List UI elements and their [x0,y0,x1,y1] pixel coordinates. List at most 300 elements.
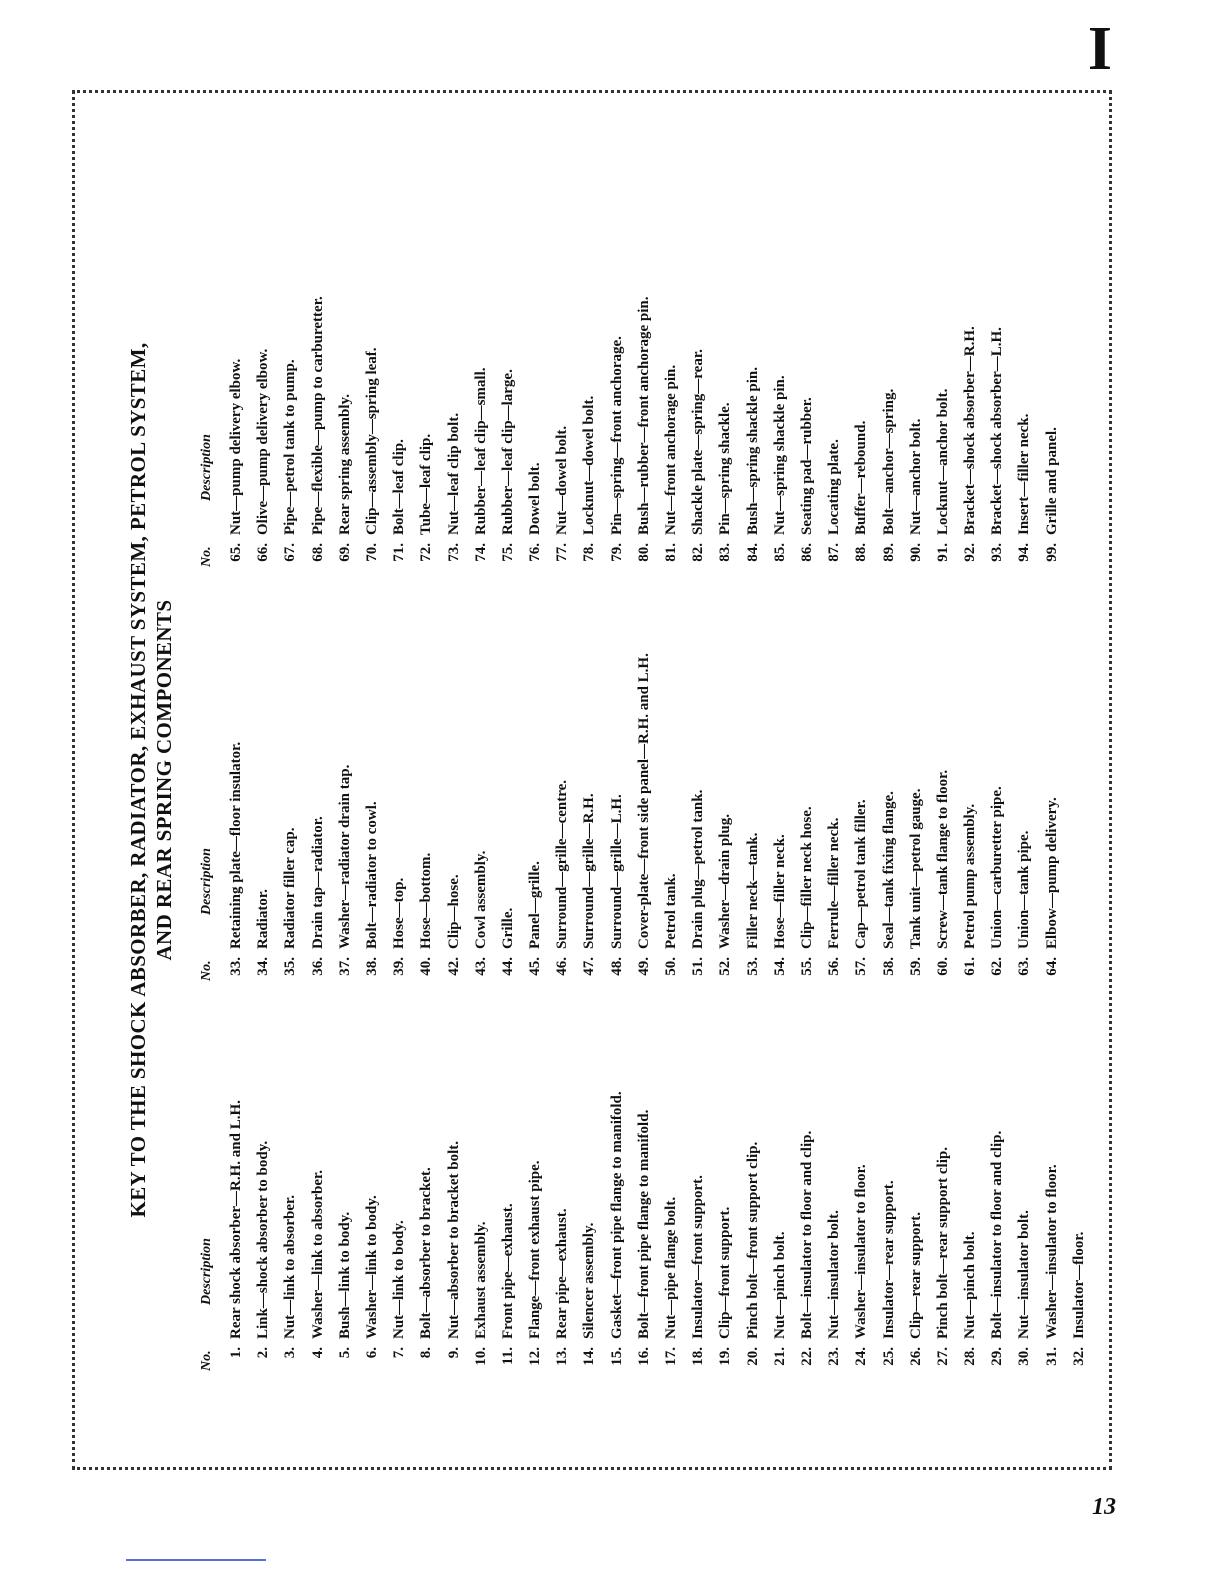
key-row [549,296,576,567]
item-number: 4. [309,1347,326,1359]
item-description: Retaining plate—floor insulator. [228,741,244,949]
item-number: 92. [962,543,979,562]
item-description: Nut—pipe flange bolt. [663,1196,679,1339]
key-row [848,296,875,567]
key-row [848,1091,875,1371]
key-row [821,653,848,981]
key-row [685,1091,712,1371]
key-column [199,1091,1093,1371]
key-row [984,296,1011,567]
item-description: Rubber—leaf clip—large. [499,369,516,535]
item-number: 20. [744,1347,761,1366]
item-description: Tube—leaf clip. [418,433,435,535]
item-description: Nut—pump delivery elbow. [228,358,244,535]
item-number: 68. [309,543,326,562]
key-row [277,653,304,981]
item-number: 42. [445,957,462,976]
item-number: 24. [853,1347,870,1366]
key-row [468,296,495,567]
item-number: 82. [690,543,707,562]
item-number: 10. [472,1347,489,1366]
key-row [332,1091,359,1371]
item-number: 88. [853,543,870,562]
no-header: No. [199,960,214,981]
item-number: 11. [499,1347,516,1365]
item-number: 83. [717,543,734,562]
item-description: Pinch bolt—rear support clip. [934,1147,951,1339]
key-row [957,296,984,567]
item-number: 40. [418,957,435,976]
item-description: Elbow—pump delivery. [1043,797,1060,949]
key-row [1039,653,1066,981]
item-description: Exhaust assembly. [472,1221,489,1339]
item-description: Nut—absorber to bracket bolt. [445,1140,462,1339]
key-title [125,93,177,1467]
key-row [386,296,413,567]
key-row [522,296,549,567]
key-row [468,653,495,981]
item-number: 3. [282,1347,299,1359]
key-row [984,653,1011,981]
item-description: Hose—top. [391,877,408,949]
description-header: Description [199,1238,214,1305]
rotated-key-content [75,93,1109,1467]
key-row [495,653,522,981]
item-number: 67. [282,543,299,562]
no-header: No. [199,546,214,567]
item-description: Front pipe—exhaust. [499,1203,516,1339]
item-number: 53. [744,957,761,976]
key-row [305,296,332,567]
item-description: Nut—dowel bolt. [554,425,571,535]
key-row [495,1091,522,1371]
item-number: 91. [934,543,951,562]
key-row [821,296,848,567]
key-row [549,1091,576,1371]
key-row [712,653,739,981]
item-description: Drain tap—radiator. [309,816,326,949]
item-number: 56. [826,957,843,976]
item-number: 35. [282,957,299,976]
item-number: 48. [608,957,625,976]
item-description: Nut—link to absorber. [282,1194,299,1339]
item-description: Pipe—petrol tank to pump. [282,359,299,535]
item-description: Rear pipe—exhaust. [554,1208,571,1339]
key-row [631,653,658,981]
key-frame [72,90,1112,1470]
item-number: 28. [962,1347,979,1366]
item-description: Rear spring assembly. [336,394,353,535]
item-description: Washer—radiator drain tap. [336,764,353,949]
item-description: Bush—rubber—front anchorage pin. [635,296,652,535]
key-row [604,1091,631,1371]
item-description: Link—shock absorber to body. [255,1140,272,1339]
key-row [631,296,658,567]
item-description: Bolt—leaf clip. [391,439,408,535]
key-row [413,1091,440,1371]
item-number: 16. [635,1347,652,1366]
item-number: 85. [771,543,788,562]
key-row [658,1091,685,1371]
item-description: Insulator—rear support. [880,1180,897,1339]
key-row [767,1091,794,1371]
key-row [767,296,794,567]
key-row [1066,1091,1093,1371]
key-row [332,296,359,567]
item-number: 23. [826,1347,843,1366]
item-description: Tank unit—petrol gauge. [907,788,924,949]
key-row [359,653,386,981]
item-description: Pipe—flexible—pump to carburetter. [309,296,326,535]
item-number: 22. [798,1347,815,1366]
key-row [930,653,957,981]
item-description: Petrol tank. [663,873,679,949]
item-number: 2. [255,1347,272,1359]
item-number: 99. [1043,543,1060,562]
item-description: Ferrule—filler neck. [826,817,843,949]
key-column [199,653,1066,981]
key-row [223,653,250,981]
item-number: 72. [418,543,435,562]
key-row [712,296,739,567]
item-number: 66. [255,543,272,562]
item-number: 34. [255,957,272,976]
item-description: Union—tank pipe. [1016,830,1033,949]
item-number: 15. [608,1347,625,1366]
item-description: Bolt—insulator to floor and clip. [989,1130,1006,1339]
item-number: 94. [1016,543,1033,562]
item-number: 64. [1043,957,1060,976]
item-description: Pinch bolt—front support clip. [744,1141,761,1339]
item-description: Washer—link to body. [363,1195,380,1339]
key-row [821,1091,848,1371]
item-description: Grille. [499,907,516,949]
item-number: 19. [717,1347,734,1366]
item-description: Nut—link to body. [391,1220,408,1339]
title-line-1: KEY TO THE SHOCK ABSORBER, RADIATOR, EXHAUST SYSTEM, PETROL SYSTEM, [126,342,150,1218]
item-number: 43. [472,957,489,976]
item-description: Washer—insulator to floor. [1043,1164,1060,1339]
key-row [876,296,903,567]
key-row [277,1091,304,1371]
item-description: Nut—leaf clip bolt. [445,412,462,535]
item-description: Locknut—anchor bolt. [934,388,951,535]
item-number: 59. [907,957,924,976]
key-row [631,1091,658,1371]
item-number: 38. [363,957,380,976]
item-description: Buffer—rebound. [853,420,870,535]
item-description: Dowel bolt. [527,462,544,535]
footer-rule [126,1559,266,1561]
item-description: Olive—pump delivery elbow. [255,348,272,535]
key-row [223,296,250,567]
item-description: Radiator filler cap. [282,827,299,949]
key-row [386,1091,413,1371]
item-number: 87. [826,543,843,562]
item-description: Seal—tank fixing flange. [880,791,897,949]
item-description: Grille and panel. [1043,427,1060,535]
item-number: 74. [472,543,489,562]
item-number: 52. [717,957,734,976]
item-number: 90. [907,543,924,562]
item-number: 58. [880,957,897,976]
item-number: 18. [690,1347,707,1366]
item-description: Pin—spring—front anchorage. [608,336,625,535]
item-description: Silencer assembly. [581,1222,598,1339]
item-number: 78. [581,543,598,562]
item-description: Insert—filler neck. [1016,413,1033,535]
key-row [250,296,277,567]
column-header [199,653,223,981]
key-row [658,653,685,981]
item-number: 65. [228,543,244,562]
item-description: Drain plug—petrol tank. [690,789,707,949]
item-description: Surround—grille—R.H. [581,793,598,949]
key-row [1011,653,1038,981]
item-number: 60. [934,957,951,976]
item-description: Rear shock absorber—R.H. and L.H. [228,1100,244,1339]
key-row [1039,1091,1066,1371]
key-row [930,296,957,567]
key-row [984,1091,1011,1371]
page-number: 13 [1092,1494,1116,1520]
key-row [250,653,277,981]
item-number: 89. [880,543,897,562]
key-row [441,296,468,567]
key-row [1011,296,1038,567]
item-description: Nut—pinch bolt. [771,1231,788,1339]
item-number: 55. [798,957,815,976]
item-description: Nut—insulator bolt. [826,1210,843,1339]
item-number: 46. [554,957,571,976]
item-description: Bolt—radiator to cowl. [363,801,380,949]
item-number: 9. [445,1347,462,1359]
item-number: 47. [581,957,598,976]
item-number: 45. [527,957,544,976]
item-number: 14. [581,1347,598,1366]
key-row [685,296,712,567]
key-row [305,653,332,981]
item-description: Radiator. [255,889,272,949]
key-row [576,1091,603,1371]
key-row [413,653,440,981]
item-description: Hose—filler neck. [771,834,788,949]
key-row [740,1091,767,1371]
key-row [712,1091,739,1371]
key-row [876,653,903,981]
item-description: Surround—grille—centre. [554,779,571,949]
item-number: 31. [1043,1347,1060,1366]
key-row [522,1091,549,1371]
key-row [794,1091,821,1371]
item-number: 63. [1016,957,1033,976]
item-description: Washer—link to absorber. [309,1169,326,1339]
item-description: Nut—anchor bolt. [907,418,924,535]
key-row [305,1091,332,1371]
item-number: 80. [635,543,652,562]
item-description: Seating pad—rubber. [798,397,815,535]
item-description: Clip—rear support. [907,1212,924,1339]
column-header [199,296,223,567]
key-row [468,1091,495,1371]
item-number: 76. [527,543,544,562]
key-row [386,653,413,981]
item-description: Bracket—shock absorber—R.H. [962,326,979,535]
item-description: Bolt—insulator to floor and clip. [798,1130,815,1339]
key-row [441,653,468,981]
item-description: Nut—insulator bolt. [1016,1210,1033,1339]
key-row [1011,1091,1038,1371]
key-row [767,653,794,981]
item-number: 12. [527,1347,544,1366]
key-row [277,296,304,567]
item-description: Flange—front exhaust pipe. [527,1160,544,1339]
key-column [199,296,1066,567]
item-description: Bolt—absorber to bracket. [418,1167,435,1339]
key-row [1039,296,1066,567]
key-row [848,653,875,981]
item-number: 44. [499,957,516,976]
item-description: Nut—pinch bolt. [962,1231,979,1339]
item-number: 32. [1070,1347,1087,1366]
item-number: 6. [363,1347,380,1359]
item-description: Washer—drain plug. [717,813,734,949]
key-row [359,1091,386,1371]
item-description: Insulator—front support. [690,1175,707,1339]
key-row [740,653,767,981]
item-number: 21. [771,1347,788,1366]
item-number: 27. [934,1347,951,1366]
key-row [604,653,631,981]
item-number: 70. [363,543,380,562]
item-number: 5. [336,1347,353,1359]
key-row [903,296,930,567]
description-header: Description [199,434,214,501]
key-row [549,653,576,981]
item-number: 30. [1016,1347,1033,1366]
item-number: 77. [554,543,571,562]
item-description: Insulator—floor. [1070,1231,1087,1339]
title-line-2: AND REAR SPRING COMPONENTS [152,599,176,961]
item-number: 51. [690,957,707,976]
item-description: Filler neck—tank. [744,832,761,949]
item-description: Clip—filler neck hose. [798,806,815,949]
item-description: Cap—petrol tank filler. [853,799,870,949]
key-row [794,653,821,981]
key-row [794,296,821,567]
item-number: 29. [989,1347,1006,1366]
item-description: Clip—assembly—spring leaf. [363,347,380,535]
item-description: Rubber—leaf clip—small. [472,367,489,535]
item-description: Clip—front support. [717,1206,734,1339]
item-number: 81. [663,543,679,562]
item-number: 69. [336,543,353,562]
description-header: Description [199,848,214,915]
item-description: Cowl assembly. [472,850,489,949]
item-number: 8. [418,1347,435,1359]
item-description: Locknut—dowel bolt. [581,395,598,535]
item-number: 71. [391,543,408,562]
item-description: Bracket—shock absorber—L.H. [989,327,1006,535]
item-description: Panel—grille. [527,861,544,949]
item-number: 49. [635,957,652,976]
item-number: 57. [853,957,870,976]
item-number: 54. [771,957,788,976]
item-number: 36. [309,957,326,976]
key-row [685,653,712,981]
key-row [903,653,930,981]
item-number: 26. [907,1347,924,1366]
key-row [576,653,603,981]
item-number: 1. [228,1347,244,1359]
item-description: Shackle plate—spring—rear. [690,349,707,535]
item-number: 61. [962,957,979,976]
item-number: 62. [989,957,1006,976]
item-number: 25. [880,1347,897,1366]
key-row [930,1091,957,1371]
item-description: Bush—link to body. [336,1211,353,1339]
item-description: Gasket—front pipe flange to manifold. [608,1091,625,1339]
item-number: 86. [798,543,815,562]
section-letter: I [1087,15,1112,83]
item-description: Hose—bottom. [418,852,435,949]
item-description: Nut—spring shackle pin. [771,375,788,535]
item-description: Cover-plate—front side panel—R.H. and L.H. [635,653,652,949]
key-row [957,653,984,981]
item-description: Bolt—front pipe flange to manifold. [635,1109,652,1339]
key-row [876,1091,903,1371]
item-description: Petrol pump assembly. [962,803,979,949]
item-number: 93. [989,543,1006,562]
item-description: Clip—hose. [445,874,462,949]
item-description: Bush—spring shackle pin. [744,367,761,535]
key-row [495,296,522,567]
key-row [359,296,386,567]
item-number: 39. [391,957,408,976]
item-number: 79. [608,543,625,562]
item-description: Washer—insulator to floor. [853,1164,870,1339]
key-row [576,296,603,567]
item-description: Locating plate. [826,439,843,535]
key-row [604,296,631,567]
key-row [250,1091,277,1371]
item-number: 50. [663,957,679,976]
no-header: No. [199,1350,214,1371]
item-number: 7. [391,1347,408,1359]
item-description: Pin—spring shackle. [717,402,734,535]
item-description: Surround—grille—L.H. [608,794,625,949]
column-header [199,1091,223,1371]
key-row [223,1091,250,1371]
key-row [522,653,549,981]
item-description: Nut—front anchorage pin. [663,364,679,535]
item-description: Union—carburetter pipe. [989,786,1006,949]
item-number: 17. [663,1347,679,1366]
item-description: Screw—tank flange to floor. [934,769,951,949]
key-row [441,1091,468,1371]
item-description: Bolt—anchor—spring. [880,388,897,535]
item-number: 73. [445,543,462,562]
item-number: 33. [228,957,244,976]
key-row [740,296,767,567]
item-number: 37. [336,957,353,976]
item-number: 13. [554,1347,571,1366]
item-number: 75. [499,543,516,562]
key-row [332,653,359,981]
item-number: 84. [744,543,761,562]
key-row [658,296,685,567]
key-row [957,1091,984,1371]
